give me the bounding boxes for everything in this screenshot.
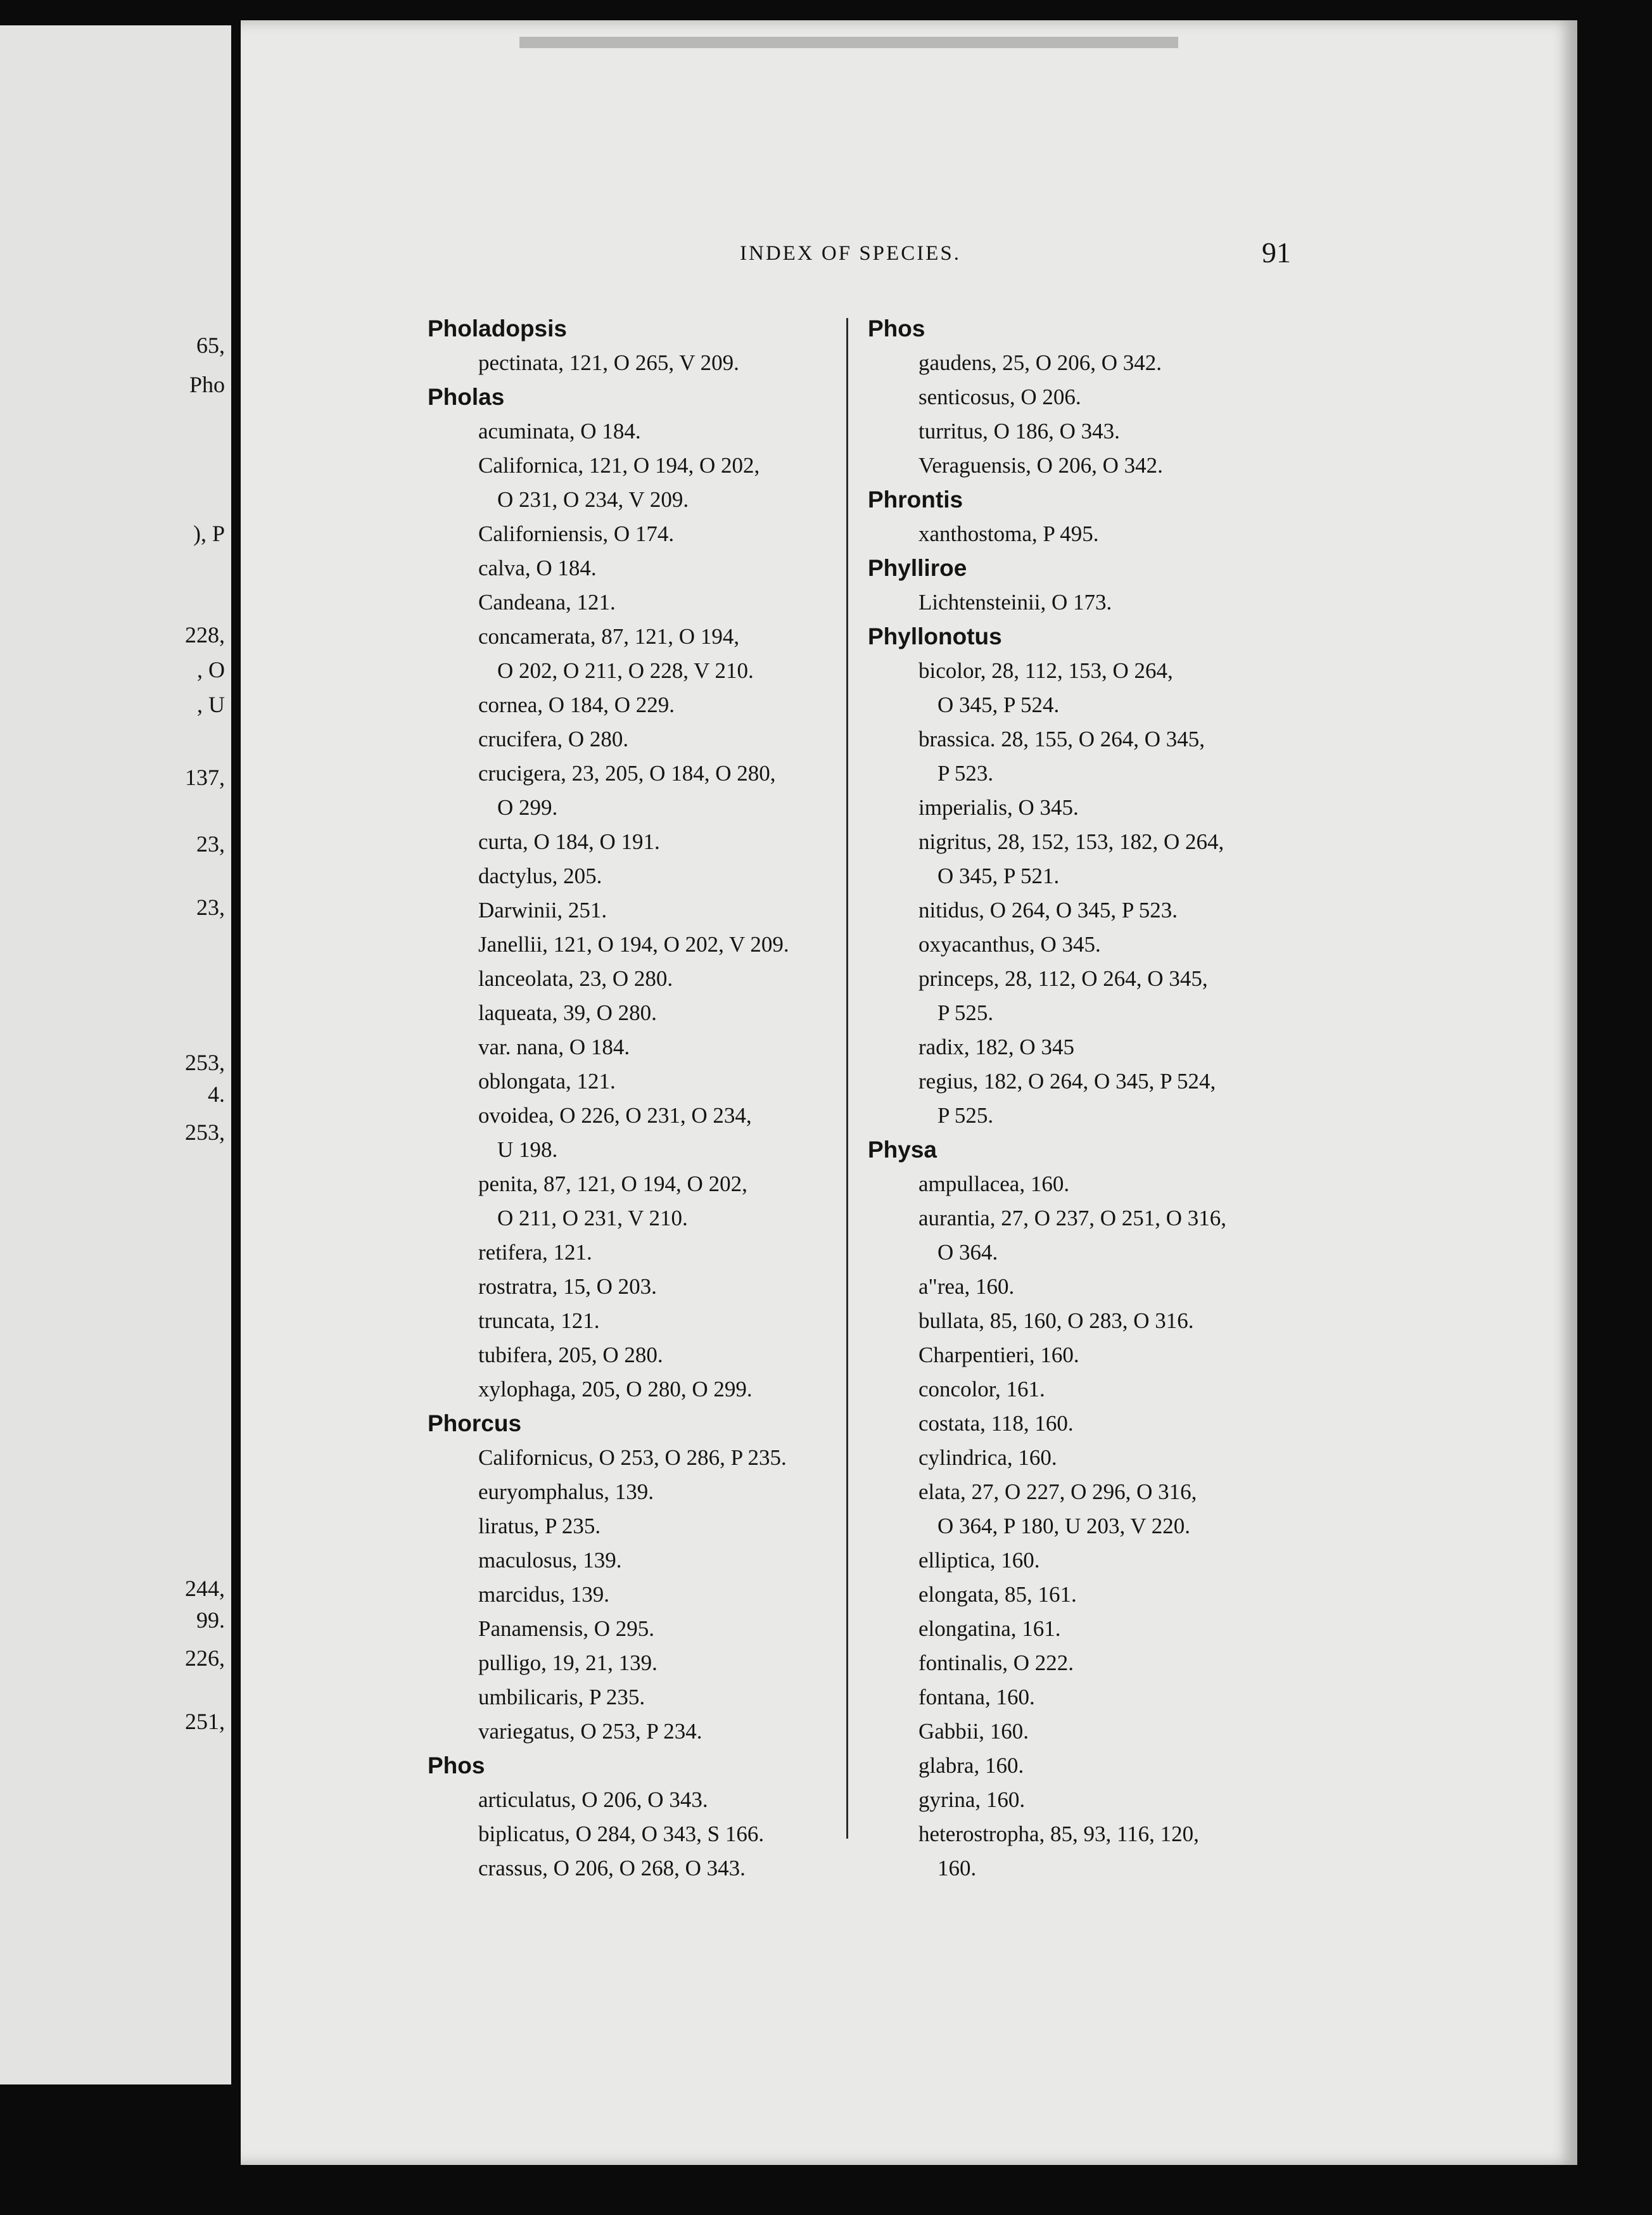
species-entry: dactylus, 205. xyxy=(478,864,602,888)
species-entry: truncata, 121. xyxy=(478,1308,600,1333)
species-entry: calva, O 184. xyxy=(478,556,597,580)
species-entry: xanthostoma, P 495. xyxy=(918,521,1099,546)
species-entry: biplicatus, O 284, O 343, S 166. xyxy=(478,1822,765,1846)
species-entry-continuation: O 364. xyxy=(937,1240,998,1265)
species-entry: concamerata, 87, 121, O 194, xyxy=(478,624,740,649)
species-entry-continuation: O 211, O 231, V 210. xyxy=(497,1206,688,1230)
species-entry: variegatus, O 253, P 234. xyxy=(478,1719,702,1744)
left-page-fragment: 99. xyxy=(196,1607,225,1633)
left-page-fragment: 253, xyxy=(185,1050,225,1075)
species-entry-continuation: O 299. xyxy=(497,795,558,820)
page-number: 91 xyxy=(1262,236,1291,269)
species-entry: heterostropha, 85, 93, 116, 120, xyxy=(918,1822,1199,1846)
species-entry: Lichtensteinii, O 173. xyxy=(918,590,1112,615)
genus-heading: Phylliroe xyxy=(868,555,967,581)
left-page xyxy=(0,25,231,2084)
species-entry: Californiensis, O 174. xyxy=(478,521,675,546)
page-top-edge xyxy=(519,37,1178,48)
species-entry: turritus, O 186, O 343. xyxy=(918,419,1120,444)
species-entry: umbilicaris, P 235. xyxy=(478,1685,645,1709)
species-entry-continuation: P 525. xyxy=(937,1103,994,1128)
genus-heading: Pholas xyxy=(428,384,505,410)
species-entry: elliptica, 160. xyxy=(918,1548,1040,1573)
species-entry: xylophaga, 205, O 280, O 299. xyxy=(478,1377,753,1401)
species-entry: Gabbii, 160. xyxy=(918,1719,1029,1744)
species-entry: oblongata, 121. xyxy=(478,1069,616,1094)
species-entry: tubifera, 205, O 280. xyxy=(478,1343,663,1367)
species-entry: marcidus, 139. xyxy=(478,1582,610,1607)
genus-heading: Phos xyxy=(428,1752,485,1778)
left-page-fragment: 228, xyxy=(185,622,225,648)
species-entry: euryomphalus, 139. xyxy=(478,1479,654,1504)
species-entry: aurantia, 27, O 237, O 251, O 316, xyxy=(918,1206,1227,1230)
species-entry-continuation: O 364, P 180, U 203, V 220. xyxy=(937,1514,1190,1538)
left-page-fragment: 244, xyxy=(185,1576,225,1601)
genus-heading: Phyllonotus xyxy=(868,623,1002,649)
column-divider xyxy=(846,318,848,1839)
species-entry: liratus, P 235. xyxy=(478,1514,601,1538)
species-entry: glabra, 160. xyxy=(918,1753,1024,1778)
species-entry: imperialis, O 345. xyxy=(918,795,1079,820)
species-entry: gaudens, 25, O 206, O 342. xyxy=(918,350,1162,375)
species-entry: oxyacanthus, O 345. xyxy=(918,932,1101,957)
index-column-right xyxy=(868,312,1501,1886)
species-entry-continuation: P 523. xyxy=(937,761,994,786)
species-entry: laqueata, 39, O 280. xyxy=(478,1000,657,1025)
species-entry: brassica. 28, 155, O 264, O 345, xyxy=(918,727,1205,751)
species-entry: maculosus, 139. xyxy=(478,1548,622,1573)
genus-heading: Physa xyxy=(868,1137,937,1163)
species-entry: ovoidea, O 226, O 231, O 234, xyxy=(478,1103,752,1128)
species-entry: nitidus, O 264, O 345, P 523. xyxy=(918,898,1178,922)
species-entry-continuation: O 231, O 234, V 209. xyxy=(497,487,689,512)
left-page-fragment: 251, xyxy=(185,1709,225,1734)
species-entry: ampullacea, 160. xyxy=(918,1171,1070,1196)
genus-heading: Phos xyxy=(868,316,925,342)
species-entry: Janellii, 121, O 194, O 202, V 209. xyxy=(478,932,789,957)
species-entry: concolor, 161. xyxy=(918,1377,1045,1401)
species-entry: Darwinii, 251. xyxy=(478,898,607,922)
species-entry: Californica, 121, O 194, O 202, xyxy=(478,453,760,478)
species-entry: a"rea, 160. xyxy=(918,1274,1015,1299)
species-entry: acuminata, O 184. xyxy=(478,419,641,444)
left-page-text-fragments xyxy=(0,25,231,2084)
species-entry: elongata, 85, 161. xyxy=(918,1582,1077,1607)
species-entry: gyrina, 160. xyxy=(918,1787,1026,1812)
species-entry: elata, 27, O 227, O 296, O 316, xyxy=(918,1479,1197,1504)
left-page-fragment: 226, xyxy=(185,1645,225,1671)
species-entry: regius, 182, O 264, O 345, P 524, xyxy=(918,1069,1216,1094)
species-entry: nigritus, 28, 152, 153, 182, O 264, xyxy=(918,829,1224,854)
species-entry: senticosus, O 206. xyxy=(918,385,1081,409)
species-entry-continuation: P 525. xyxy=(937,1000,994,1025)
index-page xyxy=(241,20,1577,2165)
species-entry: crucigera, 23, 205, O 184, O 280, xyxy=(478,761,776,786)
species-entry: lanceolata, 23, O 280. xyxy=(478,966,673,991)
left-page-fragment: Pho xyxy=(189,372,225,397)
species-entry: pulligo, 19, 21, 139. xyxy=(478,1650,658,1675)
species-entry: Candeana, 121. xyxy=(478,590,616,615)
left-page-fragment: 65, xyxy=(196,333,225,358)
genus-heading: Phorcus xyxy=(428,1410,522,1436)
left-page-fragment: , U xyxy=(197,692,225,717)
species-entry: costata, 118, 160. xyxy=(918,1411,1074,1436)
species-entry: elongatina, 161. xyxy=(918,1616,1061,1641)
species-entry: radix, 182, O 345 xyxy=(918,1035,1074,1059)
left-page-fragment: 137, xyxy=(185,765,225,790)
species-entry: crassus, O 206, O 268, O 343. xyxy=(478,1856,746,1880)
species-entry: cornea, O 184, O 229. xyxy=(478,693,675,717)
species-entry-continuation: O 345, P 521. xyxy=(937,864,1060,888)
species-entry: var. nana, O 184. xyxy=(478,1035,630,1059)
genus-heading: Phrontis xyxy=(868,487,963,513)
species-entry: curta, O 184, O 191. xyxy=(478,829,660,854)
species-entry: rostratra, 15, O 203. xyxy=(478,1274,657,1299)
species-entry-continuation: O 345, P 524. xyxy=(937,693,1060,717)
species-entry: Californicus, O 253, O 286, P 235. xyxy=(478,1445,787,1470)
species-entry: Panamensis, O 295. xyxy=(478,1616,655,1641)
species-entry-continuation: 160. xyxy=(937,1856,977,1880)
species-entry-continuation: U 198. xyxy=(497,1137,558,1162)
left-page-fragment: ), P xyxy=(193,521,225,546)
left-page-fragment: , O xyxy=(197,657,225,682)
species-entry: cylindrica, 160. xyxy=(918,1445,1057,1470)
species-entry: Veraguensis, O 206, O 342. xyxy=(918,453,1163,478)
left-page-fragment: 253, xyxy=(185,1120,225,1145)
species-entry: penita, 87, 121, O 194, O 202, xyxy=(478,1171,747,1196)
species-entry: fontinalis, O 222. xyxy=(918,1650,1074,1675)
species-entry: bullata, 85, 160, O 283, O 316. xyxy=(918,1308,1194,1333)
species-entry: articulatus, O 206, O 343. xyxy=(478,1787,708,1812)
species-entry: Charpentieri, 160. xyxy=(918,1343,1079,1367)
left-page-fragment: 4. xyxy=(208,1082,225,1107)
running-header: INDEX OF SPECIES. xyxy=(740,242,961,265)
species-entry: fontana, 160. xyxy=(918,1685,1035,1709)
species-entry-continuation: O 202, O 211, O 228, V 210. xyxy=(497,658,754,683)
species-entry: bicolor, 28, 112, 153, O 264, xyxy=(918,658,1173,683)
left-page-fragment: 23, xyxy=(196,895,225,920)
left-page-fragment: 23, xyxy=(196,831,225,857)
species-entry: crucifera, O 280. xyxy=(478,727,629,751)
genus-heading: Pholadopsis xyxy=(428,316,567,342)
species-entry: princeps, 28, 112, O 264, O 345, xyxy=(918,966,1208,991)
species-entry: retifera, 121. xyxy=(478,1240,592,1265)
species-entry: pectinata, 121, O 265, V 209. xyxy=(478,350,739,375)
